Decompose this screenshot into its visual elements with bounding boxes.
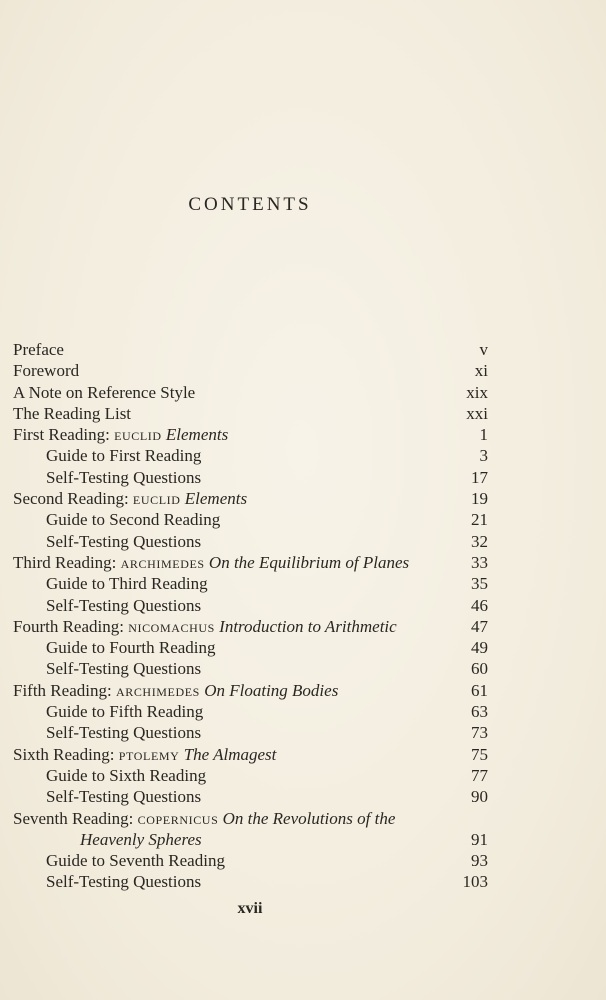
- entry-title: Self-Testing Questions: [46, 659, 202, 679]
- page-number: 61: [471, 680, 488, 700]
- entry-title: Self-Testing Questions: [46, 723, 202, 743]
- toc-entry: [13, 445, 488, 466]
- page-number: 90: [471, 787, 488, 807]
- toc-entry: [13, 637, 488, 658]
- page-number: 46: [471, 595, 488, 615]
- page-number: 103: [462, 872, 488, 892]
- page-number: v: [479, 340, 488, 359]
- page-folio: xvii: [237, 900, 263, 917]
- entry-work: The Almagest: [183, 744, 277, 764]
- page-number: 91: [471, 829, 488, 849]
- toc-entry: [13, 680, 488, 701]
- entry-author: PTOLEMY: [118, 748, 180, 763]
- entry-work: Heavenly Spheres: [80, 829, 202, 849]
- toc-entry: [13, 573, 488, 594]
- toc-entry: [13, 786, 488, 807]
- toc-entry: [13, 808, 488, 829]
- page-number: 32: [471, 531, 488, 551]
- entry-title: Guide to Fourth Reading: [46, 638, 216, 658]
- entry-work: Introduction to Arithmetic: [219, 616, 397, 636]
- page-number: 21: [471, 510, 488, 530]
- page-number: 47: [471, 616, 488, 636]
- entry-title: Foreword: [13, 361, 80, 381]
- page-number: 49: [471, 638, 488, 658]
- entry-author: EUCLID: [114, 429, 162, 444]
- page-number: 19: [471, 489, 488, 509]
- entry-title: Self-Testing Questions: [46, 595, 202, 615]
- entry-title: Guide to Fifth Reading: [46, 702, 204, 722]
- entry-title: Third Reading:: [13, 552, 117, 572]
- page-number: 60: [471, 659, 488, 679]
- entry-title: Guide to First Reading: [46, 446, 202, 466]
- entry-title: Guide to Third Reading: [46, 574, 208, 594]
- page-number: xi: [474, 361, 488, 381]
- entry-title: Self-Testing Questions: [46, 787, 202, 807]
- toc-entry: [13, 531, 488, 552]
- entry-title: A Note on Reference Style: [13, 382, 196, 402]
- entry-title: Sixth Reading:: [13, 744, 115, 764]
- toc-entry: [13, 616, 488, 637]
- page-number: 93: [471, 851, 488, 871]
- toc-entry: [13, 509, 488, 530]
- entry-title: The Reading List: [13, 403, 132, 423]
- page-number: 35: [471, 574, 488, 594]
- toc-entry: [13, 722, 488, 743]
- toc-entry: [13, 339, 488, 360]
- toc-entry: [13, 360, 488, 381]
- entry-work: Elements: [184, 489, 248, 509]
- entry-title: Self-Testing Questions: [46, 872, 202, 892]
- page-number: 3: [479, 446, 488, 466]
- toc-entry: [13, 658, 488, 679]
- entry-title: Self-Testing Questions: [46, 531, 202, 551]
- entry-work: On the Equilibrium of Planes: [208, 552, 410, 572]
- entry-title: Guide to Seventh Reading: [46, 851, 225, 871]
- page-number: 63: [471, 702, 488, 722]
- toc-entry: [13, 701, 488, 722]
- entry-title: Seventh Reading:: [13, 808, 134, 828]
- entry-title: Preface: [13, 340, 64, 359]
- toc-entry: [13, 850, 488, 871]
- page-number: 73: [471, 723, 488, 743]
- entry-title: Fourth Reading:: [13, 616, 124, 636]
- entry-title: Fifth Reading:: [13, 680, 112, 700]
- entry-author: ARCHIMEDES: [120, 556, 205, 571]
- toc-entry: [13, 595, 488, 616]
- toc-entry: [13, 744, 488, 765]
- toc-entry: [13, 403, 488, 424]
- entry-title: Second Reading:: [13, 489, 129, 509]
- page-number: 77: [471, 765, 488, 785]
- entry-author: NICOMACHUS: [128, 620, 215, 635]
- page-number: xxi: [466, 403, 488, 423]
- toc-entry: [13, 488, 488, 509]
- toc-entry: [13, 424, 488, 445]
- entry-work: On the Revolutions of the: [222, 808, 396, 828]
- entry-title: First Reading:: [13, 425, 110, 445]
- page-number: xix: [466, 382, 488, 402]
- entry-title: Guide to Second Reading: [46, 510, 221, 530]
- toc-entry-continuation: [13, 829, 488, 850]
- toc-entry: [13, 467, 488, 488]
- toc-entry: [13, 871, 488, 892]
- entry-author: COPERNICUS: [137, 812, 219, 827]
- page-number: 17: [471, 467, 488, 487]
- entry-work: On Floating Bodies: [204, 680, 339, 700]
- table-of-contents: [13, 339, 488, 893]
- page-title: CONTENTS: [188, 194, 312, 215]
- entry-work: Elements: [165, 425, 229, 445]
- entry-author: ARCHIMEDES: [115, 684, 200, 699]
- entry-author: EUCLID: [132, 493, 181, 508]
- toc-entry: [13, 382, 488, 403]
- page-number: 75: [471, 744, 488, 764]
- toc-entry: [13, 552, 488, 573]
- toc-entry: [13, 765, 488, 786]
- page-number: 1: [479, 425, 488, 445]
- page-number: 33: [471, 552, 488, 572]
- entry-title: Self-Testing Questions: [46, 467, 202, 487]
- entry-title: Guide to Sixth Reading: [46, 765, 207, 785]
